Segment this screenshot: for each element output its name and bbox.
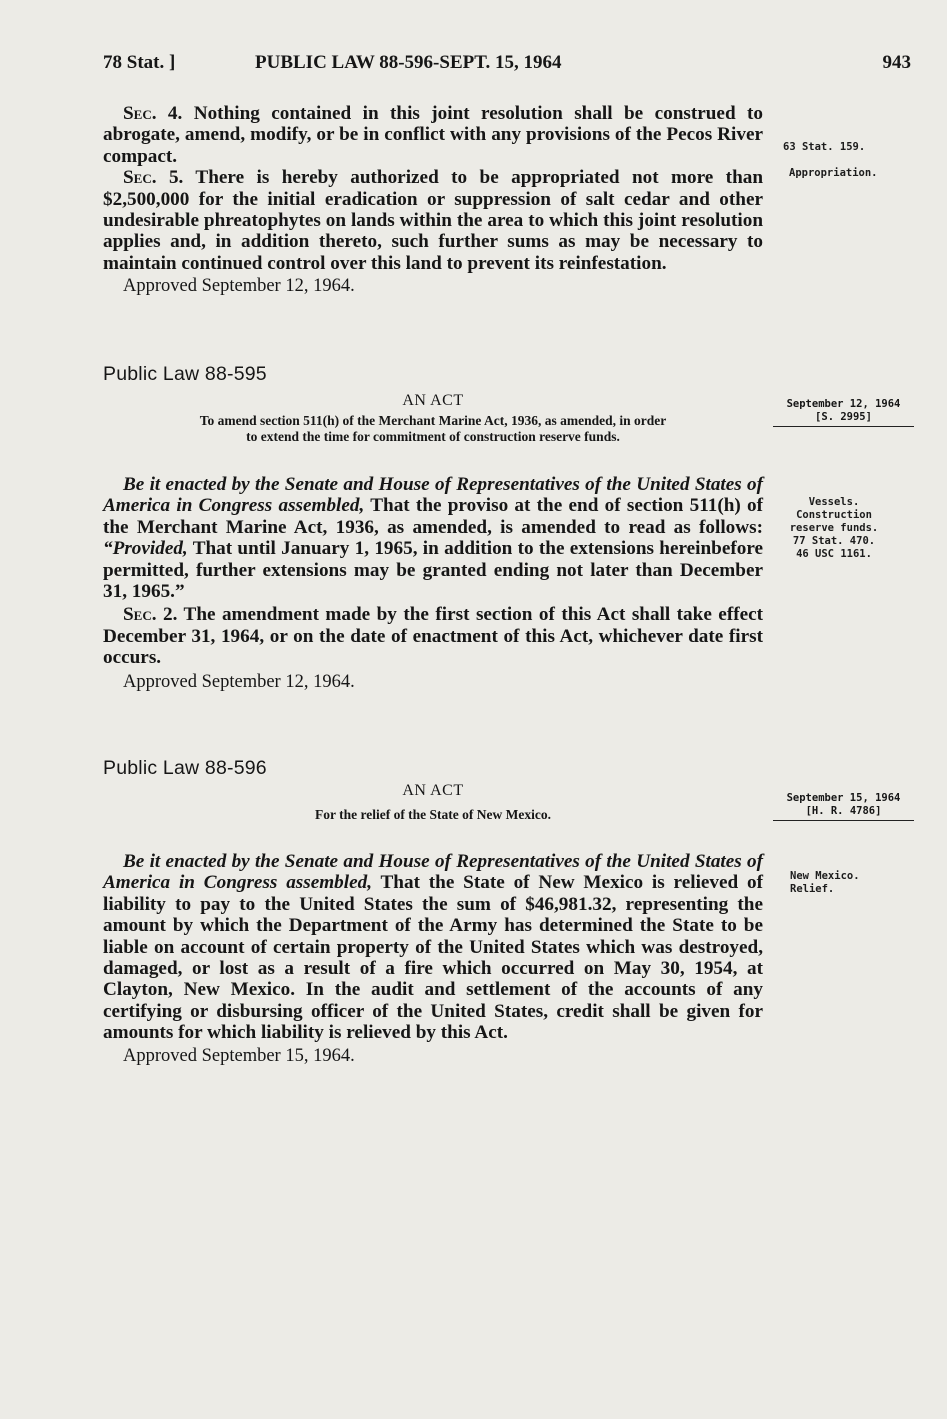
section-text: Nothing contained in this joint resolution shall be construed to abrogate, amend, modify, or be in conflict with any provisions of the Pecos River compact. bbox=[103, 103, 763, 167]
section-text: That the proviso at the end of section 511(h) of the Merchant Marine Act, 1936, as amended, is amended to read as follows: bbox=[103, 495, 764, 538]
purpose-line-1: To amend section 511(h) of the Merchant Marine Act, 1936, as amended, in order bbox=[199, 413, 667, 428]
section-label: Sec. 5. bbox=[123, 167, 184, 189]
note-line: New Mexico. bbox=[790, 870, 860, 882]
note-line: Construction bbox=[796, 509, 872, 521]
sections-4-5 bbox=[103, 103, 763, 298]
proviso-text: That until January 1, 1965, in addition to the extensions hereinbefore permitted, further extensions may be granted ending not later than December 31, 1965.” bbox=[103, 538, 764, 603]
section-label: Sec. 2. bbox=[123, 604, 178, 626]
section-text: The amendment made by the first section of this Act shall take effect December 31, 1964, or on the date of enactment of this Act, whichever date first occurs. bbox=[103, 604, 764, 669]
note-line: 77 Stat. 470. bbox=[792, 535, 876, 547]
margin-note-vessels bbox=[779, 496, 889, 561]
running-title: PUBLIC LAW 88-596-SEPT. 15, 1964 bbox=[255, 52, 562, 73]
law-title-596: Public Law 88-596 bbox=[103, 757, 267, 779]
margin-note-stat: 63 Stat. 159. bbox=[783, 141, 866, 153]
proviso-keyword: “Provided, bbox=[103, 538, 188, 560]
approval-line: Approved September 15, 1964. bbox=[123, 1045, 355, 1066]
note-line: Relief. bbox=[790, 883, 835, 895]
enactment-date: September 15, 1964 bbox=[786, 792, 901, 804]
approval-line: Approved September 12, 1964. bbox=[123, 671, 355, 692]
act-purpose: For the relief of the State of New Mexico. bbox=[314, 807, 552, 822]
enactment-date-block bbox=[773, 398, 914, 424]
note-line: Vessels. bbox=[808, 496, 860, 508]
purpose-line-2: to extend the time for commitment of construction reserve funds. bbox=[246, 429, 620, 444]
section-label: Sec. 4. bbox=[123, 103, 183, 124]
note-line: reserve funds. bbox=[789, 522, 879, 534]
enactment-date: September 12, 1964 bbox=[786, 398, 901, 410]
an-act-heading: AN ACT bbox=[402, 392, 464, 409]
law-596-body bbox=[103, 851, 763, 1067]
an-act-heading: AN ACT bbox=[402, 782, 464, 799]
bill-number: [H. R. 4786] bbox=[805, 805, 882, 817]
enacting-formula: Be it enacted by the Senate and House of Representatives of the United States of America in Congress assembled, bbox=[103, 474, 763, 517]
approval-line: Approved September 12, 1964. bbox=[123, 276, 355, 297]
enactment-date-block bbox=[773, 792, 914, 818]
law-595-body bbox=[103, 474, 763, 693]
margin-note-appropriation: Appropriation. bbox=[789, 167, 878, 179]
enacting-clause bbox=[103, 474, 763, 602]
section-2 bbox=[103, 604, 763, 668]
act-purpose bbox=[103, 413, 763, 445]
note-line: 46 USC 1161. bbox=[796, 548, 872, 560]
margin-note-new-mexico bbox=[790, 870, 920, 896]
page-number: 943 bbox=[882, 52, 911, 73]
volume-citation: 78 Stat. ] bbox=[103, 52, 176, 73]
bill-number: [S. 2995] bbox=[815, 411, 872, 423]
section-4 bbox=[103, 103, 763, 167]
enacting-formula: Be it enacted by the Senate and House of Representatives of the United States of America in Congress assembled, bbox=[103, 851, 763, 894]
enacting-clause bbox=[103, 851, 763, 1044]
section-5 bbox=[103, 167, 763, 274]
law-title-595: Public Law 88-595 bbox=[103, 363, 267, 385]
section-text: There is hereby authorized to be appropriated not more than $2,500,000 for the initial eradication or suppression of salt cedar and other undesirable phreatophytes on lands within the area to which this joint resolution applies and, in addition thereto, such further sums as may be necessary to maintain continued control over this land to prevent its reinfestation. bbox=[103, 167, 764, 274]
running-head bbox=[103, 52, 911, 82]
section-text: That the State of New Mexico is relieved of liability to pay to the United States the sum of $46,981.32, representing the amount by which the Department of the Army has determined the State to be liable on account of certain property of the United States which was destroyed, damaged, or lost as a result of a fire which occurred on May 30, 1954, at Clayton, New Mexico. In the audit and settlement of the accounts of any certifying or disbursing officer of the United States, credit shall be given for amounts for which liability is relieved by this Act. bbox=[103, 872, 764, 1044]
